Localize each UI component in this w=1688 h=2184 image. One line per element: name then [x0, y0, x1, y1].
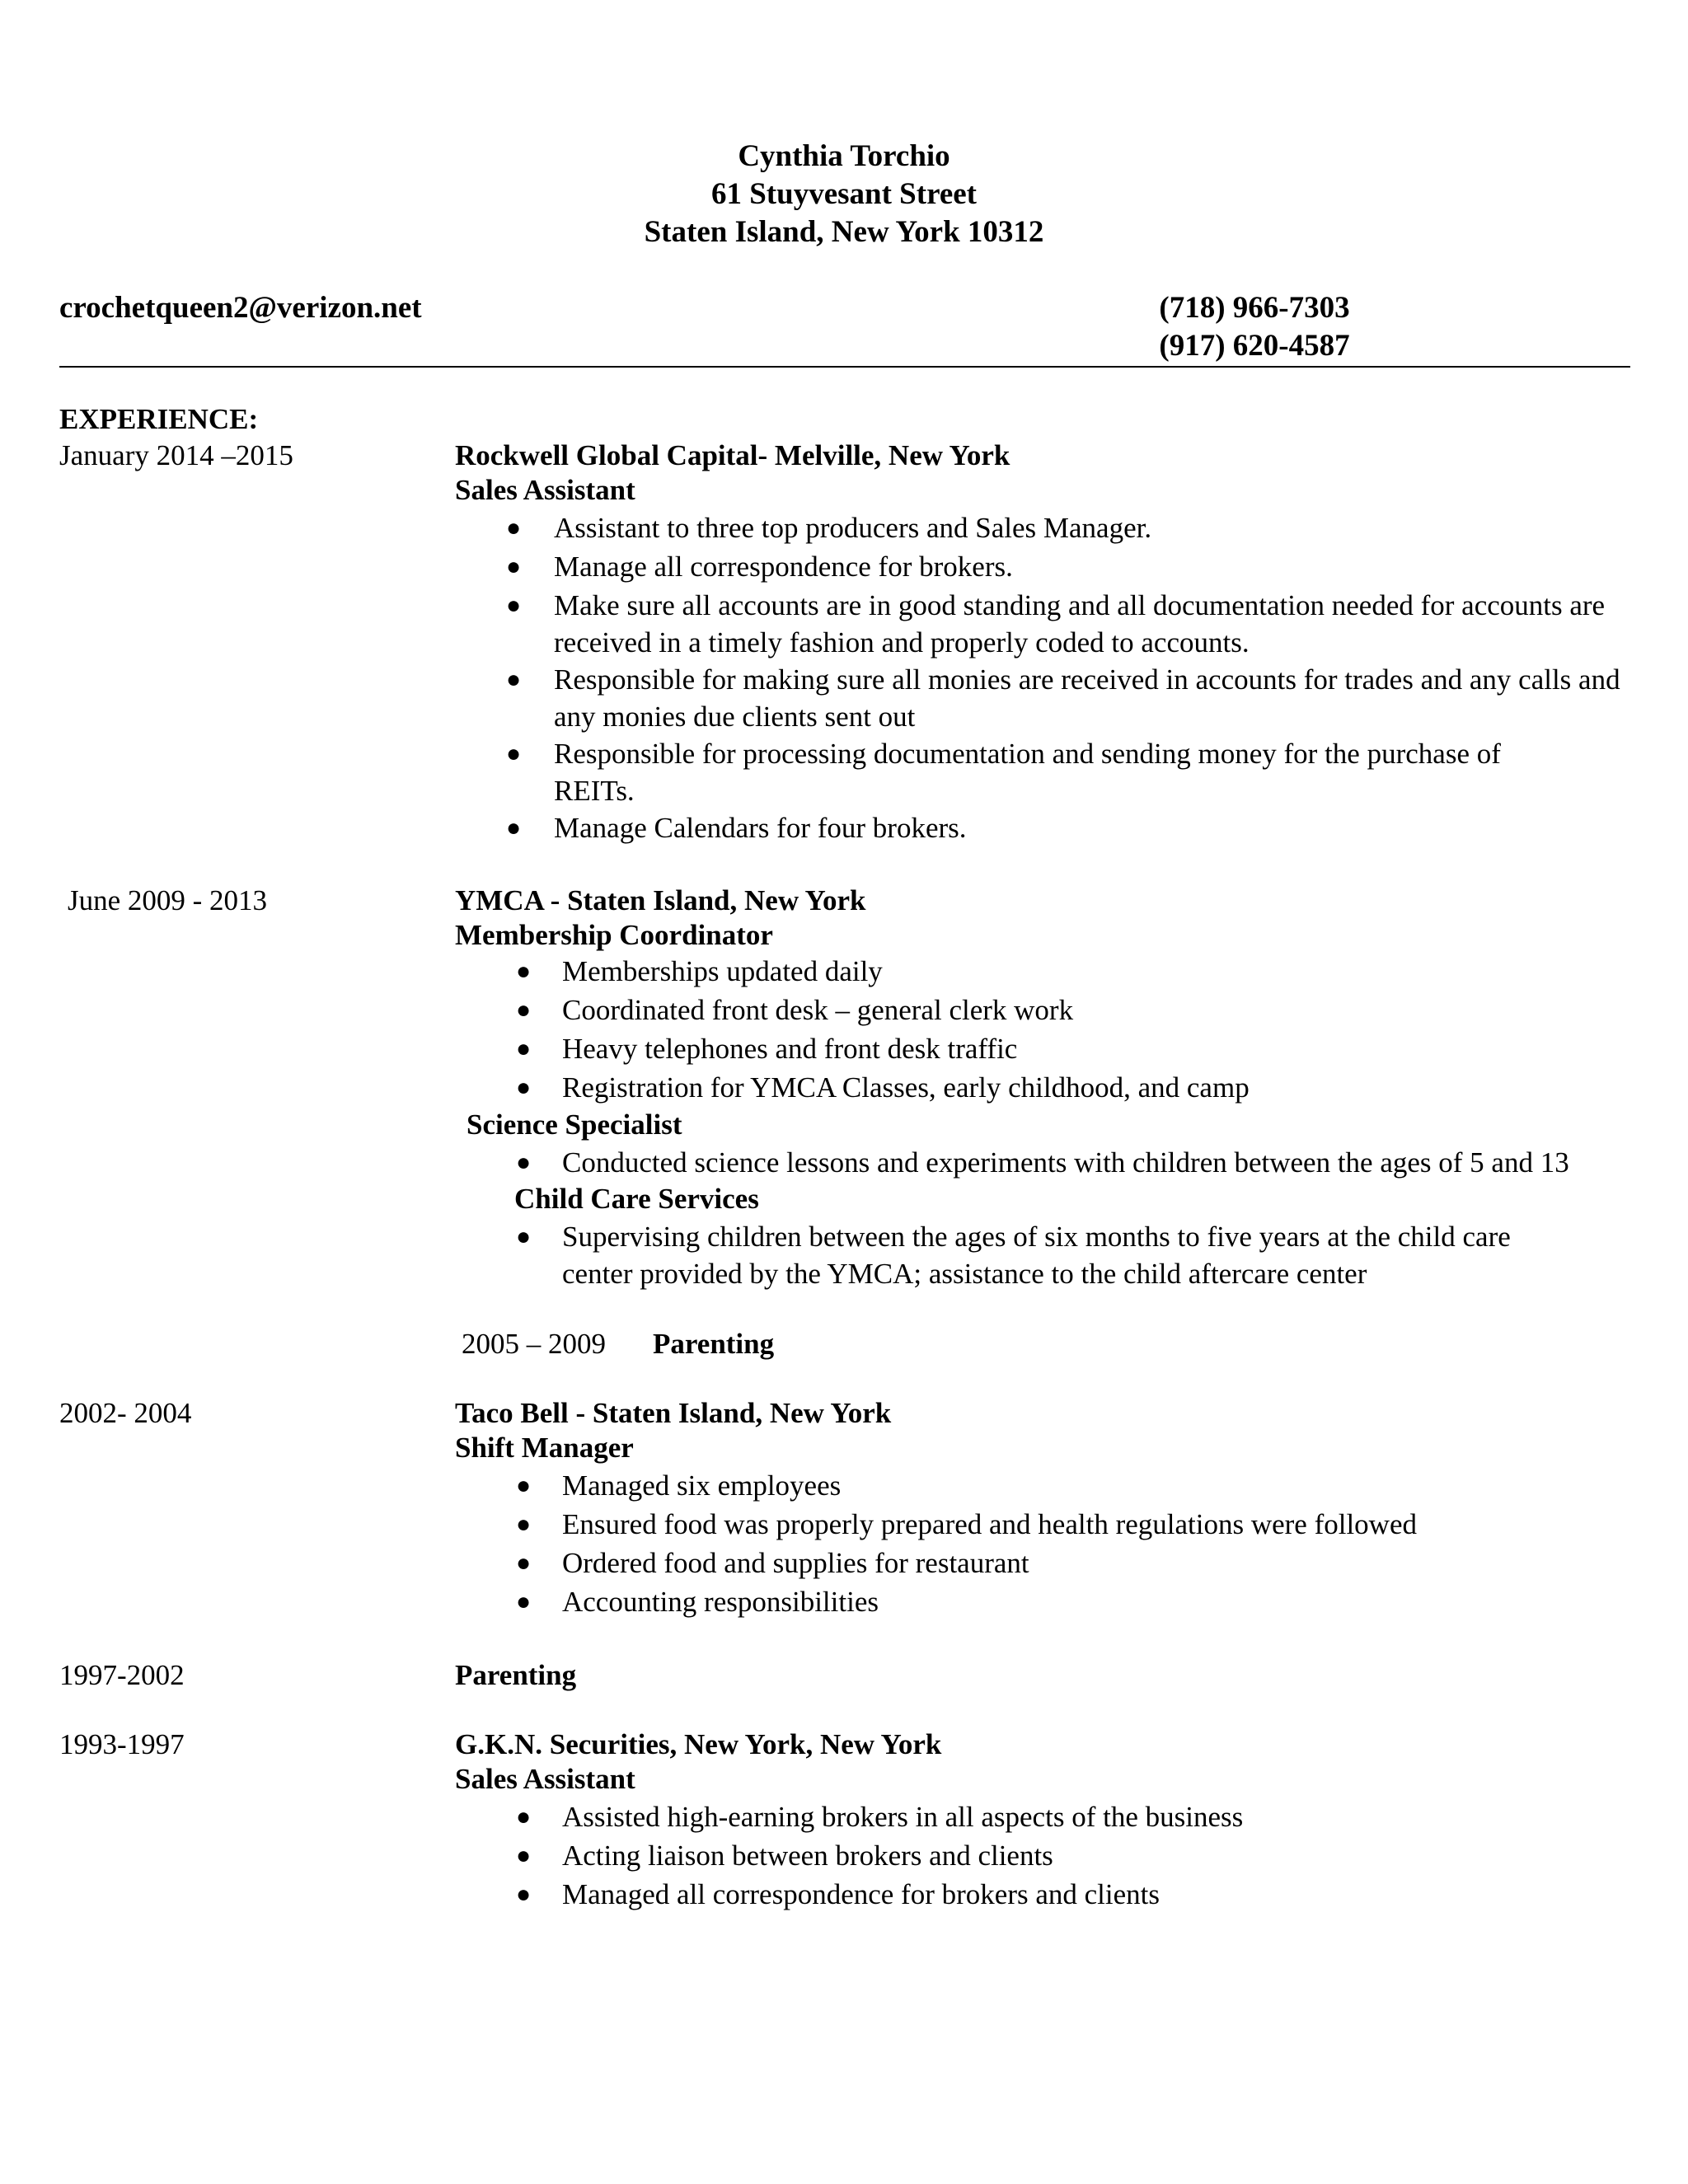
list-item: ● Ordered food and supplies for restaurant [516, 1544, 1637, 1582]
gap-date: 1997-2002 [59, 1659, 185, 1691]
gap-label: Parenting [653, 1328, 775, 1360]
bullet-icon: ● [516, 1588, 532, 1615]
job-title: Shift Manager [455, 1432, 634, 1464]
bullet-icon: ● [506, 514, 522, 541]
job-date: 1993-1997 [59, 1728, 185, 1760]
bullet-icon: ● [516, 1881, 532, 1908]
experience-heading: EXPERIENCE: [59, 403, 259, 435]
list-item: ● Manage Calendars for four brokers. [506, 809, 1627, 846]
list-item: ● Ensured food was properly prepared and health regulations were followed [516, 1506, 1637, 1543]
bullet-icon: ● [506, 740, 522, 767]
list-item: ● Acting liaison between brokers and clients [516, 1837, 1637, 1874]
job-employer: Rockwell Global Capital- Melville, New York [455, 439, 1010, 471]
job-date: January 2014 –2015 [59, 439, 293, 471]
job-title: Sales Assistant [455, 474, 635, 506]
list-item: ● Heavy telephones and front desk traffic [516, 1030, 1637, 1067]
list-item: ● Coordinated front desk – general clerk work [516, 991, 1637, 1029]
bullet-icon: ● [516, 1511, 532, 1538]
bullet-icon: ● [516, 1223, 532, 1250]
bullet-icon: ● [506, 553, 522, 580]
email-address: crochetqueen2@verizon.net [59, 291, 422, 325]
job-date: June 2009 - 2013 [68, 884, 268, 916]
bullet-icon: ● [516, 1842, 532, 1869]
list-item: ● Supervising children between the ages of six months to five years at the child care center provided by the YMCA; assistance to the child aftercare center [516, 1218, 1571, 1292]
list-item: ● Conducted science lessons and experiments with children between the ages of 5 and 13 [516, 1144, 1653, 1181]
list-item: ● Managed all correspondence for brokers and clients [516, 1876, 1637, 1913]
gap-date: 2005 – 2009 [462, 1328, 606, 1360]
address-street: 61 Stuyvesant Street [710, 177, 977, 211]
bullet-icon: ● [516, 1549, 532, 1577]
job-employer: G.K.N. Securities, New York, New York [455, 1728, 942, 1760]
header-divider [59, 366, 1630, 368]
bullet-icon: ● [516, 958, 532, 985]
list-item: ● Responsible for processing documentation and sending money for the purchase of REITs. [506, 735, 1569, 809]
list-item: ● Memberships updated daily [516, 953, 1637, 990]
job-title: Child Care Services [514, 1183, 759, 1215]
job-title: Sales Assistant [455, 1763, 635, 1795]
job-employer: YMCA - Staten Island, New York [455, 884, 866, 916]
bullet-icon: ● [506, 592, 522, 619]
bullet-icon: ● [516, 996, 532, 1024]
bullet-icon: ● [516, 1149, 532, 1176]
list-item: ● Accounting responsibilities [516, 1583, 1637, 1620]
bullet-icon: ● [516, 1803, 532, 1830]
list-item: ● Manage all correspondence for brokers. [506, 548, 1627, 585]
list-item: ● Make sure all accounts are in good standing and all documentation needed for accounts are received in a timely fashion and properly coded to accounts. [506, 587, 1643, 661]
job-title: Membership Coordinator [455, 919, 773, 951]
address-city: Staten Island, New York 10312 [644, 215, 1044, 249]
gap-label: Parenting [455, 1659, 577, 1691]
job-title: Science Specialist [467, 1108, 682, 1141]
list-item: ● Responsible for making sure all monies are received in accounts for trades and any calls and any monies due clients sent out [506, 661, 1643, 735]
list-item: ● Assisted high-earning brokers in all aspects of the business [516, 1798, 1637, 1835]
bullet-icon: ● [516, 1472, 532, 1499]
list-item: ● Registration for YMCA Classes, early childhood, and camp [516, 1069, 1637, 1106]
phone-number-1: (718) 966-7303 [1159, 291, 1350, 325]
list-item: ● Managed six employees [516, 1467, 1637, 1504]
bullet-icon: ● [516, 1035, 532, 1062]
job-employer: Taco Bell - Staten Island, New York [455, 1397, 892, 1429]
list-item: ● Assistant to three top producers and Sales Manager. [506, 509, 1627, 546]
bullet-icon: ● [516, 1074, 532, 1101]
job-date: 2002- 2004 [59, 1397, 192, 1429]
candidate-name: Cynthia Torchio [738, 139, 950, 173]
bullet-icon: ● [506, 814, 522, 841]
bullet-icon: ● [506, 666, 522, 693]
phone-number-2: (917) 620-4587 [1159, 329, 1350, 363]
